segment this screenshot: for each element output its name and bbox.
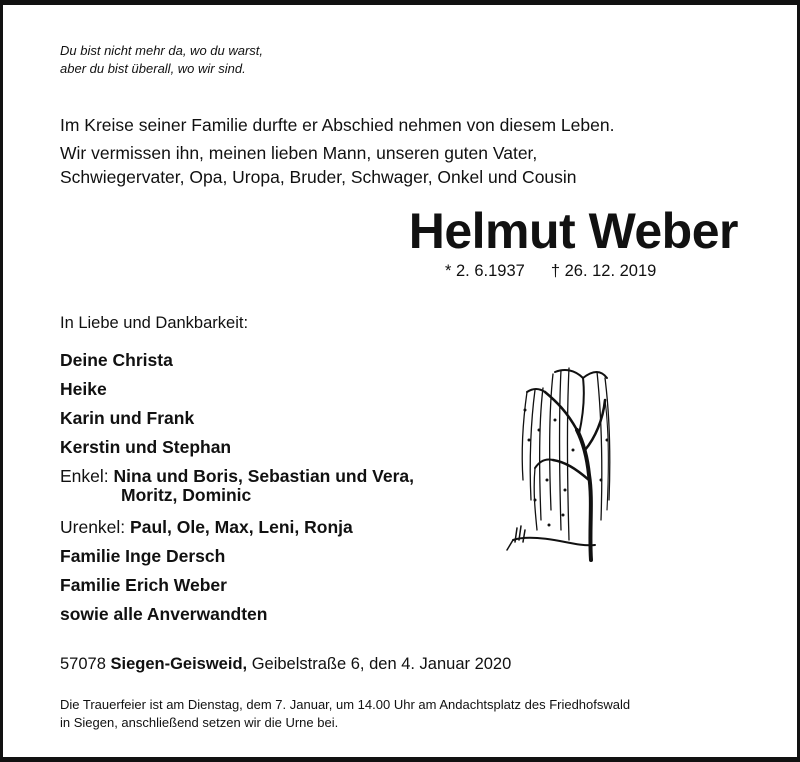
intro-line-3: Schwiegervater, Opa, Uropa, Bruder, Schwager, Onkel und Cousin bbox=[60, 167, 577, 187]
grandchildren-names-1: Nina und Boris, Sebastian und Vera, bbox=[113, 466, 414, 486]
place-zip: 57078 bbox=[60, 655, 106, 673]
funeral-info-line-1: Die Trauerfeier ist am Dienstag, dem 7. Januar, um 14.00 Uhr am Andachtsplatz des Friedhofswald bbox=[60, 697, 631, 712]
intro-line-2: Wir vermissen ihn, meinen lieben Mann, unseren guten Vater, bbox=[60, 143, 538, 163]
grandchildren-label: Enkel: bbox=[60, 466, 109, 486]
mourner-relatives: sowie alle Anverwandten bbox=[60, 604, 268, 624]
place-city: Siegen-Geisweid, bbox=[110, 655, 248, 673]
mourner-karin: Karin und Frank bbox=[60, 408, 195, 428]
quote-line-2: aber du bist überall, wo wir sind. bbox=[60, 61, 246, 76]
mourners-list bbox=[60, 346, 414, 629]
willow-tree-icon bbox=[505, 350, 615, 565]
birth-date: * 2. 6.1937 bbox=[445, 262, 525, 280]
death-date: † 26. 12. 2019 bbox=[550, 262, 657, 280]
intro-text bbox=[60, 113, 614, 189]
thanks-line: In Liebe und Dankbarkeit: bbox=[60, 314, 249, 332]
mourner-christa: Deine Christa bbox=[60, 350, 173, 370]
grandchildren-names-2: Moritz, Dominic bbox=[121, 485, 252, 505]
mourner-heike: Heike bbox=[60, 379, 107, 399]
great-grandchildren-names: Paul, Ole, Max, Leni, Ronja bbox=[130, 517, 353, 537]
quote-line-1: Du bist nicht mehr da, wo du warst, bbox=[60, 43, 264, 58]
deceased-name: Helmut Weber bbox=[408, 203, 738, 259]
place-and-date bbox=[60, 655, 511, 674]
mourner-dersch: Familie Inge Dersch bbox=[60, 546, 226, 566]
mourner-kerstin: Kerstin und Stephan bbox=[60, 437, 232, 457]
mourner-weber: Familie Erich Weber bbox=[60, 575, 227, 595]
life-dates bbox=[445, 262, 656, 281]
great-grandchildren-label: Urenkel: bbox=[60, 517, 126, 537]
funeral-info-line-2: in Siegen, anschließend setzen wir die Urne bei. bbox=[60, 715, 339, 730]
memorial-quote bbox=[60, 42, 263, 78]
place-address-date: Geibelstraße 6, den 4. Januar 2020 bbox=[251, 655, 512, 673]
funeral-info bbox=[60, 696, 750, 732]
intro-line-1: Im Kreise seiner Familie durfte er Abschied nehmen von diesem Leben. bbox=[60, 115, 615, 135]
great-grandchildren-row bbox=[60, 513, 414, 542]
